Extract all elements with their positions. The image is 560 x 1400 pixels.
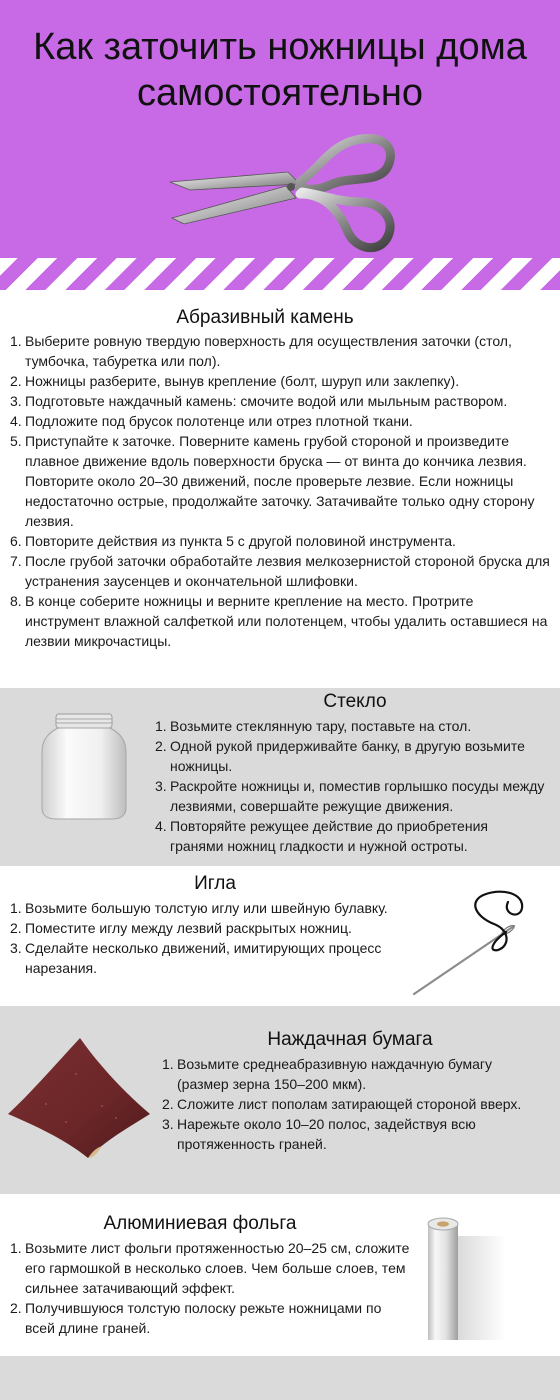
- section-abrasive-stone: [0, 290, 560, 688]
- step-number: 1.: [155, 718, 167, 734]
- step-number: 1.: [10, 900, 22, 916]
- step-text: Сделайте несколько движений, имитирующих процесс нарезания.: [25, 940, 382, 976]
- list-item: [10, 391, 550, 411]
- step-number: 3.: [10, 393, 22, 409]
- step-text: В конце соберите ножницы и верните крепление на место. Протрите инструмент влажной салфеткой или полотенцем, чтобы удалить оставшиеся на лезвии микрочастицы.: [25, 593, 548, 649]
- step-text: После грубой заточки обработайте лезвия мелкозернистой стороной бруска для устранения заусенцев и окончательной шлифовки.: [25, 553, 550, 589]
- step-number: 2.: [10, 1300, 22, 1316]
- header-banner: [0, 0, 560, 258]
- step-number: 2.: [10, 920, 22, 936]
- foil-roll-image: [420, 1216, 508, 1342]
- step-text: Повторяйте режущее действие до приобретения гранями ножниц гладкости и нужной остроты.: [170, 818, 488, 854]
- list-item: [155, 816, 545, 856]
- step-number: 2.: [155, 738, 167, 754]
- section-needle: [0, 866, 560, 1006]
- step-number: 3.: [10, 940, 22, 956]
- list-item: [155, 776, 545, 816]
- step-text: Ножницы разберите, вынув крепление (болт, шуруп или заклепку).: [25, 373, 460, 389]
- striped-divider: [0, 258, 560, 290]
- section-title: Стекло: [323, 691, 387, 712]
- sandpaper-image: [6, 1034, 152, 1164]
- step-text: Нарежьте около 10–20 полос, задействуя всю протяженность граней.: [177, 1116, 476, 1152]
- step-number: 1.: [10, 1240, 22, 1256]
- step-number: 7.: [10, 553, 22, 569]
- list-item: [155, 736, 545, 776]
- list-item: [10, 331, 550, 371]
- step-text: Приступайте к заточке. Поверните камень грубой стороной и произведите плавное движение вдоль поверхности бруска — от винта до кончика лезвия. Повторите около 20–30 движений, после проверьте лезвие. Если ножницы недостаточно острые, продолжайте заточку. Затачивайте только одну сторону лезвия.: [25, 433, 535, 529]
- steps-list: [162, 1054, 542, 1154]
- step-number: 2.: [10, 373, 22, 389]
- list-item: [10, 371, 550, 391]
- step-text: Поместите иглу между лезвий раскрытых ножниц.: [25, 920, 352, 936]
- step-text: Возьмите лист фольги протяженностью 20–25 см, сложите его гармошкой в несколько слоев. Чем больше слоев, тем сильнее затачивающий эффект.: [25, 1240, 410, 1296]
- footer-band: [0, 1356, 560, 1400]
- page-title: Как заточить ножницы дома самостоятельно: [33, 26, 527, 114]
- step-number: 3.: [155, 778, 167, 794]
- step-text: Повторите действия из пункта 5 с другой половиной инструмента.: [25, 533, 456, 549]
- step-text: Возьмите среднеабразивную наждачную бумагу (размер зерна 150–200 мкм).: [177, 1056, 493, 1092]
- needle-thread-image: [406, 880, 536, 1000]
- section-sandpaper: [0, 1006, 560, 1194]
- step-text: Сложите лист пополам затирающей стороной вверх.: [177, 1096, 522, 1112]
- list-item: [10, 1298, 410, 1338]
- section-glass: [0, 688, 560, 866]
- step-text: Одной рукой придерживайте банку, в другую возьмите ножницы.: [170, 738, 525, 774]
- step-number: 8.: [10, 593, 22, 609]
- list-item: [155, 716, 545, 736]
- step-text: Возьмите стеклянную тару, поставьте на стол.: [170, 718, 472, 734]
- step-text: Подготовьте наждачный камень: смочите водой или мыльным раствором.: [25, 393, 508, 409]
- list-item: [162, 1114, 542, 1154]
- section-title: Алюминиевая фольга: [103, 1213, 297, 1234]
- section-title: Игла: [194, 873, 236, 894]
- list-item: [10, 411, 550, 431]
- step-text: Подложите под брусок полотенце или отрез плотной ткани.: [25, 413, 413, 429]
- section-title: Наждачная бумага: [267, 1029, 433, 1050]
- scissors-image: [160, 132, 405, 257]
- list-item: [10, 918, 402, 938]
- glass-jar-image: [40, 712, 128, 820]
- list-item: [10, 898, 402, 918]
- section-foil: [0, 1194, 560, 1356]
- list-item: [10, 431, 550, 531]
- step-number: 5.: [10, 433, 22, 449]
- steps-list: [10, 331, 550, 651]
- steps-list: [10, 1238, 410, 1338]
- step-number: 6.: [10, 533, 22, 549]
- step-number: 3.: [162, 1116, 174, 1132]
- step-number: 2.: [162, 1096, 174, 1112]
- steps-list: [155, 716, 545, 856]
- step-text: Выберите ровную твердую поверхность для осуществления заточки (стол, тумбочка, табуретка или пол).: [25, 333, 512, 369]
- section-title: Абразивный камень: [176, 307, 354, 328]
- list-item: [162, 1094, 542, 1114]
- list-item: [10, 938, 402, 978]
- list-item: [162, 1054, 542, 1094]
- step-text: Получившуюся толстую полоску режьте ножницами по всей длине граней.: [25, 1300, 382, 1336]
- steps-list: [10, 898, 402, 978]
- list-item: [10, 1238, 410, 1298]
- step-text: Возьмите большую толстую иглу или швейную булавку.: [25, 900, 388, 916]
- step-number: 4.: [155, 818, 167, 834]
- list-item: [10, 591, 550, 651]
- list-item: [10, 551, 550, 591]
- step-text: Раскройте ножницы и, поместив горлышко посуды между лезвиями, совершайте режущие движения.: [170, 778, 545, 814]
- step-number: 1.: [162, 1056, 174, 1072]
- step-number: 1.: [10, 333, 22, 349]
- step-number: 4.: [10, 413, 22, 429]
- list-item: [10, 531, 550, 551]
